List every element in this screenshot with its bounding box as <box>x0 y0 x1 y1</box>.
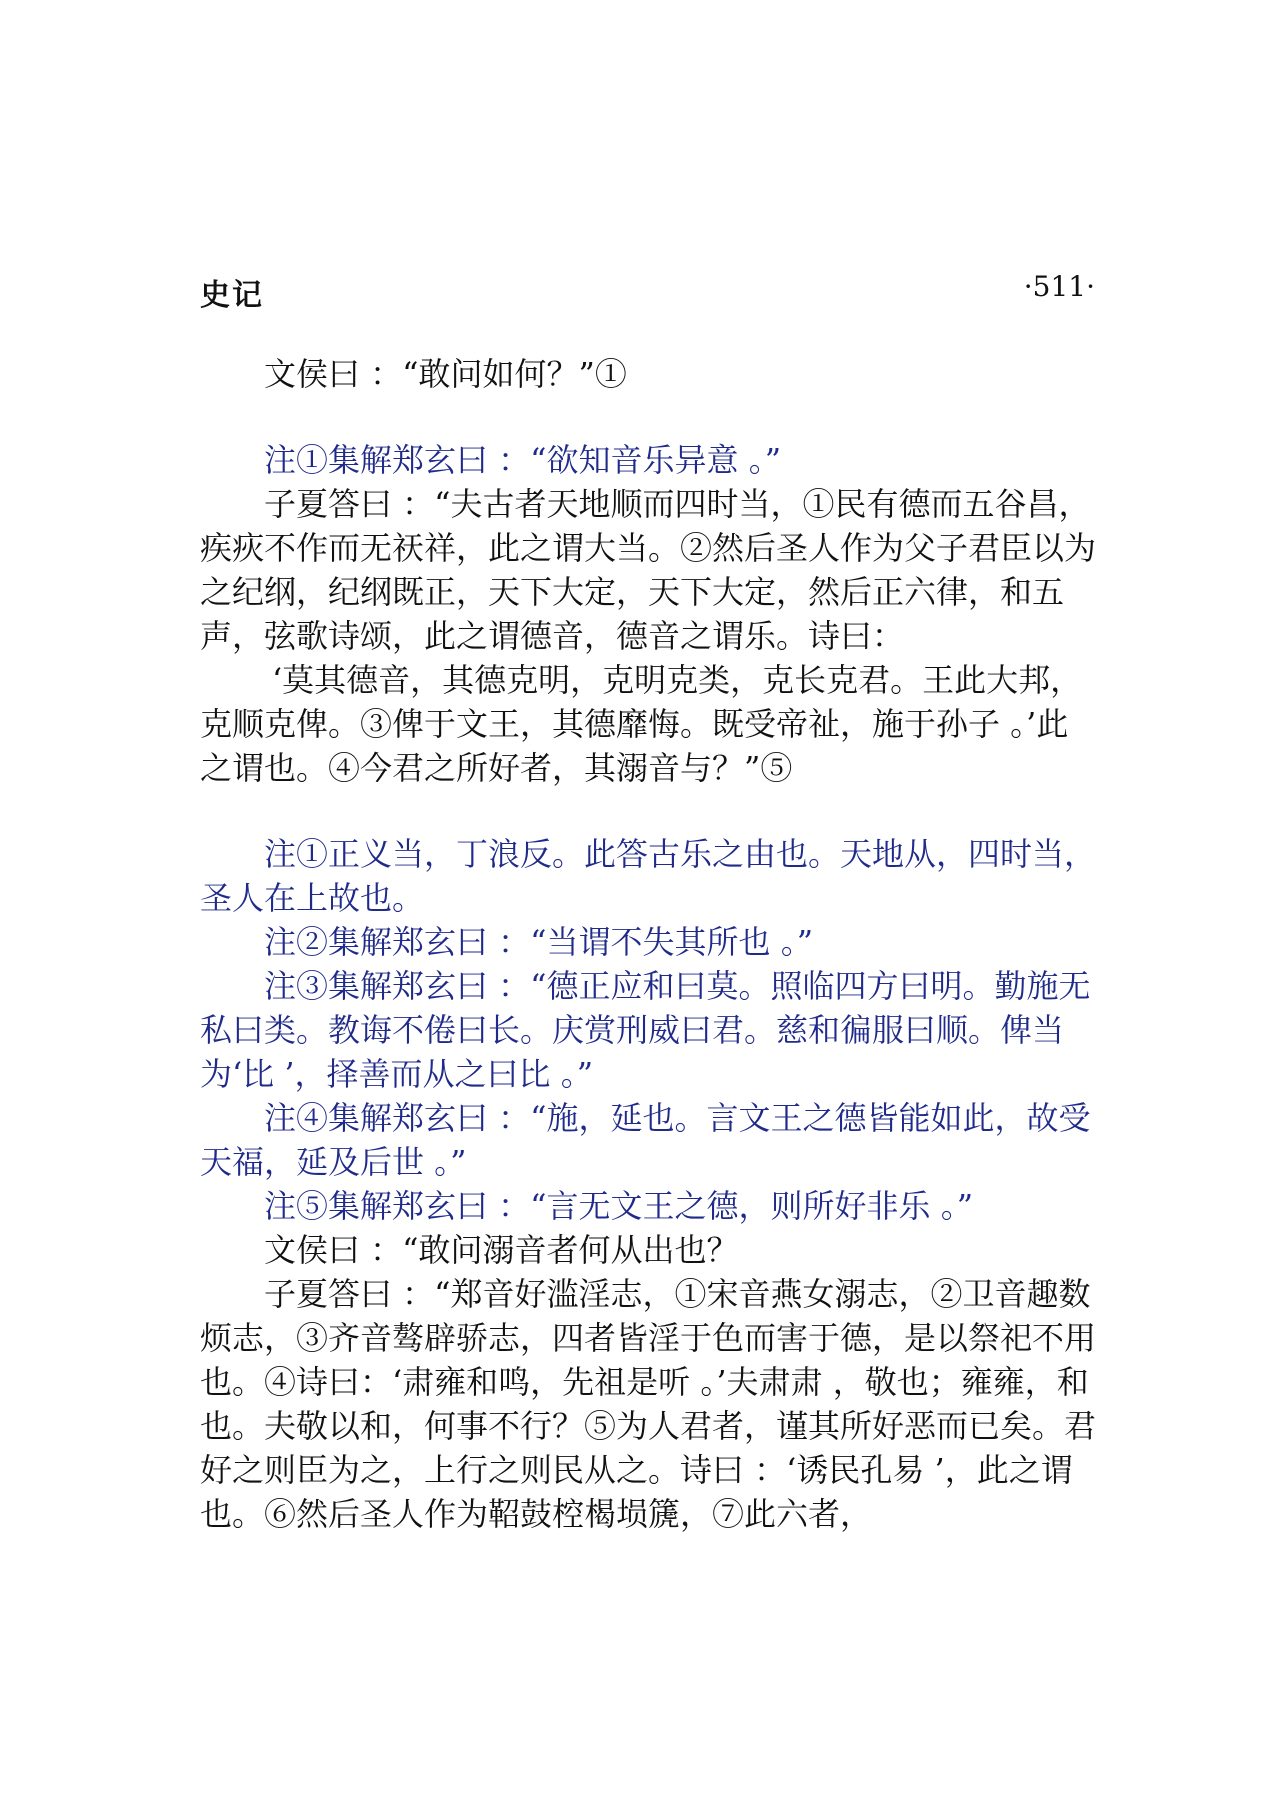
paragraph: ‘莫其德音，其德克明，克明克类，克长克君。王此大邦，克顺克俾。③俾于文王，其德靡悔。既受帝祉，施于孙子 。’此之谓也。④今君之所好者，其溺音与？”⑤ <box>200 661 1083 787</box>
annotation-paragraph: 注①正义当，丁浪反。此答古乐之由也。天地从，四时当，圣人在上故也。 <box>200 835 1097 917</box>
paragraph: 子夏答曰 ：“郑音好滥淫志，①宋音燕女溺志，②卫音趣数烦志，③齐音骜辟骄志，四者皆淫于色而害于德，是以祭祀不用也。④诗曰：‘肃雍和鸣，先祖是听 。’夫肃肃 ，敬也；雍雍，和也。夫敬以和，何事不行？⑤为人君者，谨其所好恶而已矣。君好之则臣为之，上行之则民从之。诗曰 ：‘诱民孔易 ’，此之谓也。⑥然后圣人作为鞀鼓椌楬埙篪，⑦此六者， <box>200 1275 1097 1533</box>
annotation-paragraph: 注①集解郑玄曰 ：“欲知音乐异意 。” <box>264 441 782 479</box>
annotation-paragraph: 注⑤集解郑玄曰 ：“言无文王之德，则所好非乐 。” <box>264 1187 974 1225</box>
paragraph: 文侯曰 ：“敢问如何？”① <box>264 355 627 393</box>
paragraph: 文侯曰 ：“敢问溺音者何从出也？ <box>264 1231 739 1269</box>
paragraph: 子夏答曰 ：“夫古者天地顺而四时当，①民有德而五谷昌，疾疢不作而无祆祥，此之谓大当。②然后圣人作为父子君臣以为之纪纲，纪纲既正，天下大定，天下大定，然后正六律，和五声，弦歌诗颂，此之谓德音，德音之谓乐。诗曰： <box>200 485 1097 655</box>
annotation-paragraph: 注③集解郑玄曰 ：“德正应和曰莫。照临四方曰明。勤施无私曰类。教诲不倦曰长。庆赏刑威曰君。慈和徧服曰顺。俾当为‘比 ’，择善而从之曰比 。” <box>200 967 1091 1093</box>
page-body <box>200 352 1100 1536</box>
page-header <box>200 262 1095 322</box>
book-title: 史记 <box>200 278 264 313</box>
annotation-paragraph: 注④集解郑玄曰 ：“施，延也。言文王之德皆能如此，故受天福，延及后世 。” <box>200 1099 1091 1181</box>
annotation-paragraph: 注②集解郑玄曰 ：“当谓不失其所也 。” <box>264 923 814 961</box>
page-number: ·511· <box>1023 270 1095 303</box>
